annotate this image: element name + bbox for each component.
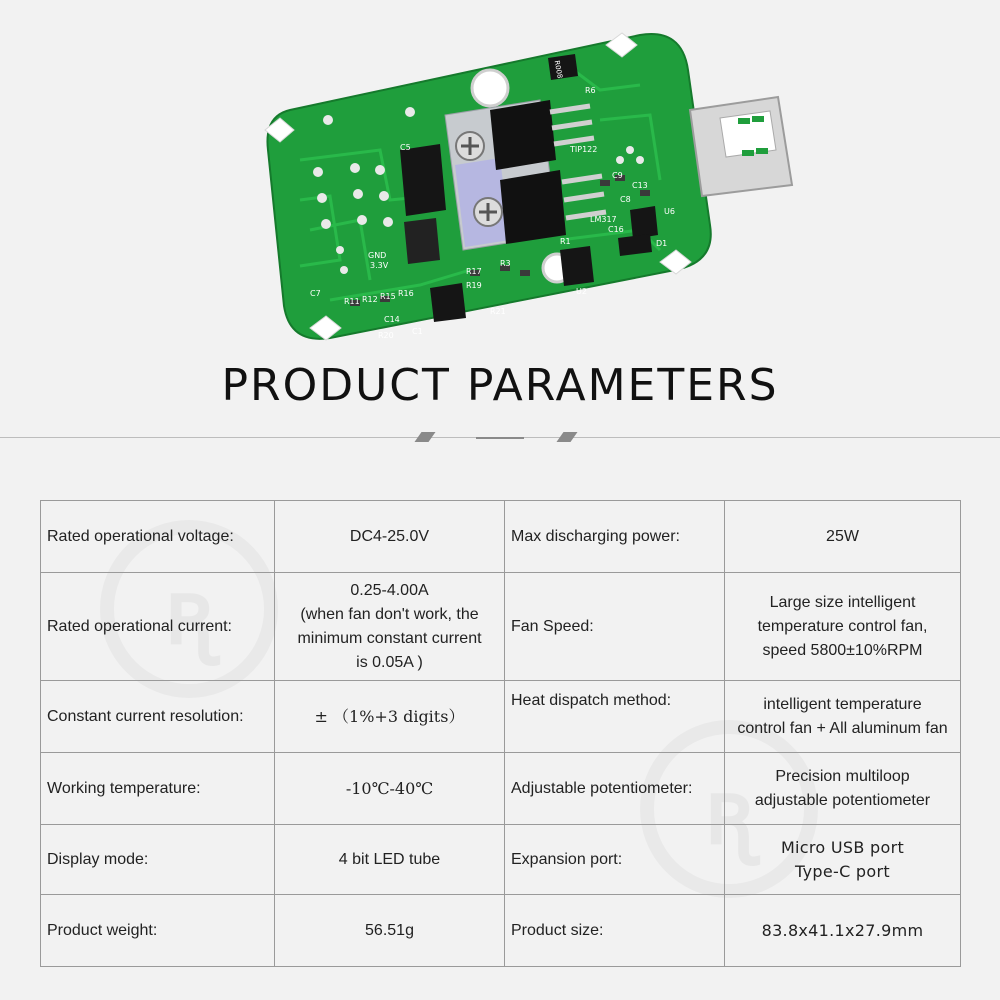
silk-c8: C8 — [620, 195, 631, 204]
value-line: 56.51g — [365, 921, 414, 939]
table-row — [41, 501, 961, 573]
param-label: Rated operational current: — [41, 573, 275, 681]
silk-r20: R20 — [378, 331, 394, 340]
value-line: intelligent temperature — [763, 695, 922, 713]
param-label: Working temperature: — [41, 753, 275, 825]
param-label: Max discharging power: — [505, 501, 725, 573]
value-line: Micro USB port — [780, 837, 905, 857]
value-line: adjustable potentiometer — [754, 791, 931, 809]
param-value — [275, 753, 505, 825]
param-label: Product size: — [505, 895, 725, 967]
silk-r11: R11 — [344, 297, 360, 306]
value-line: 25W — [826, 527, 859, 545]
silk-d1: D1 — [656, 239, 668, 248]
silk-r19: R19 — [466, 281, 482, 290]
value-line: speed 5800±10%RPM — [762, 641, 923, 659]
param-value — [275, 501, 505, 573]
param-label: Rated operational voltage: — [41, 501, 275, 573]
silk-r008: R008 — [552, 59, 564, 80]
value-line: is 0.05A ) — [356, 653, 423, 671]
value-line: Type-C port — [795, 861, 890, 881]
value-line: 4 bit LED tube — [338, 850, 441, 868]
param-label: Product weight: — [41, 895, 275, 967]
value-line: 0.25-4.00A — [350, 581, 429, 599]
param-value — [725, 895, 961, 967]
value-line: minimum constant current — [297, 629, 482, 647]
table-row — [41, 895, 961, 967]
silk-c14: C14 — [384, 315, 400, 324]
silk-u2: U2 — [576, 287, 587, 296]
table-row — [41, 573, 961, 681]
param-label: Adjustable potentiometer: — [505, 753, 725, 825]
table-row — [41, 681, 961, 753]
param-value — [275, 895, 505, 967]
table-row — [41, 825, 961, 895]
param-label: Expansion port: — [505, 825, 725, 895]
silk-r16: R16 — [398, 289, 414, 298]
param-label: Heat dispatch method: — [505, 681, 725, 753]
silk-r6: R6 — [585, 86, 596, 95]
silk-c1: C1 — [412, 327, 423, 336]
silk-c7: C7 — [310, 289, 321, 298]
divider-ornament-center — [476, 437, 524, 439]
param-value — [725, 681, 961, 753]
silk-c13: C13 — [632, 181, 648, 190]
param-label: Fan Speed: — [505, 573, 725, 681]
param-label: Display mode: — [41, 825, 275, 895]
silk-u6: U6 — [664, 207, 675, 216]
page-title: PRODUCT PARAMETERS — [221, 360, 779, 411]
value-line: -10℃-40℃ — [345, 778, 434, 798]
silk-r12: R12 — [362, 295, 378, 304]
value-line: 83.8x41.1x27.9mm — [761, 920, 924, 940]
param-value — [275, 573, 505, 681]
param-value — [725, 825, 961, 895]
silk-c16: C16 — [608, 225, 624, 234]
silk-tip122: TIP122 — [570, 145, 598, 154]
value-line: ± （1%+3 digits） — [314, 706, 465, 726]
param-value — [725, 501, 961, 573]
param-value — [725, 753, 961, 825]
parameters-table — [40, 500, 961, 967]
silk-r3: R3 — [500, 259, 511, 268]
param-label: Constant current resolution: — [41, 681, 275, 753]
value-line: Large size intelligent — [769, 593, 916, 611]
param-value — [275, 825, 505, 895]
silk-gnd: GND — [368, 251, 387, 260]
silk-r21: R21 — [490, 307, 506, 316]
value-line: Precision multiloop — [775, 767, 910, 785]
value-line: (when fan don't work, the — [300, 605, 479, 623]
silk-c5: C5 — [400, 143, 411, 152]
silk-lm317: LM317 — [590, 215, 617, 224]
value-line: temperature control fan, — [757, 617, 928, 635]
product-image — [0, 0, 1000, 365]
table-row — [41, 753, 961, 825]
silk-3v3: 3.3V — [370, 261, 389, 270]
param-value — [275, 681, 505, 753]
value-line: DC4-25.0V — [349, 527, 430, 545]
silk-c9: C9 — [612, 171, 623, 180]
silk-r1: R1 — [560, 237, 571, 246]
silk-r17: R17 — [466, 267, 482, 276]
value-line: control fan + All aluminum fan — [737, 719, 948, 737]
param-value — [725, 573, 961, 681]
silk-r15: R15 — [380, 292, 396, 301]
